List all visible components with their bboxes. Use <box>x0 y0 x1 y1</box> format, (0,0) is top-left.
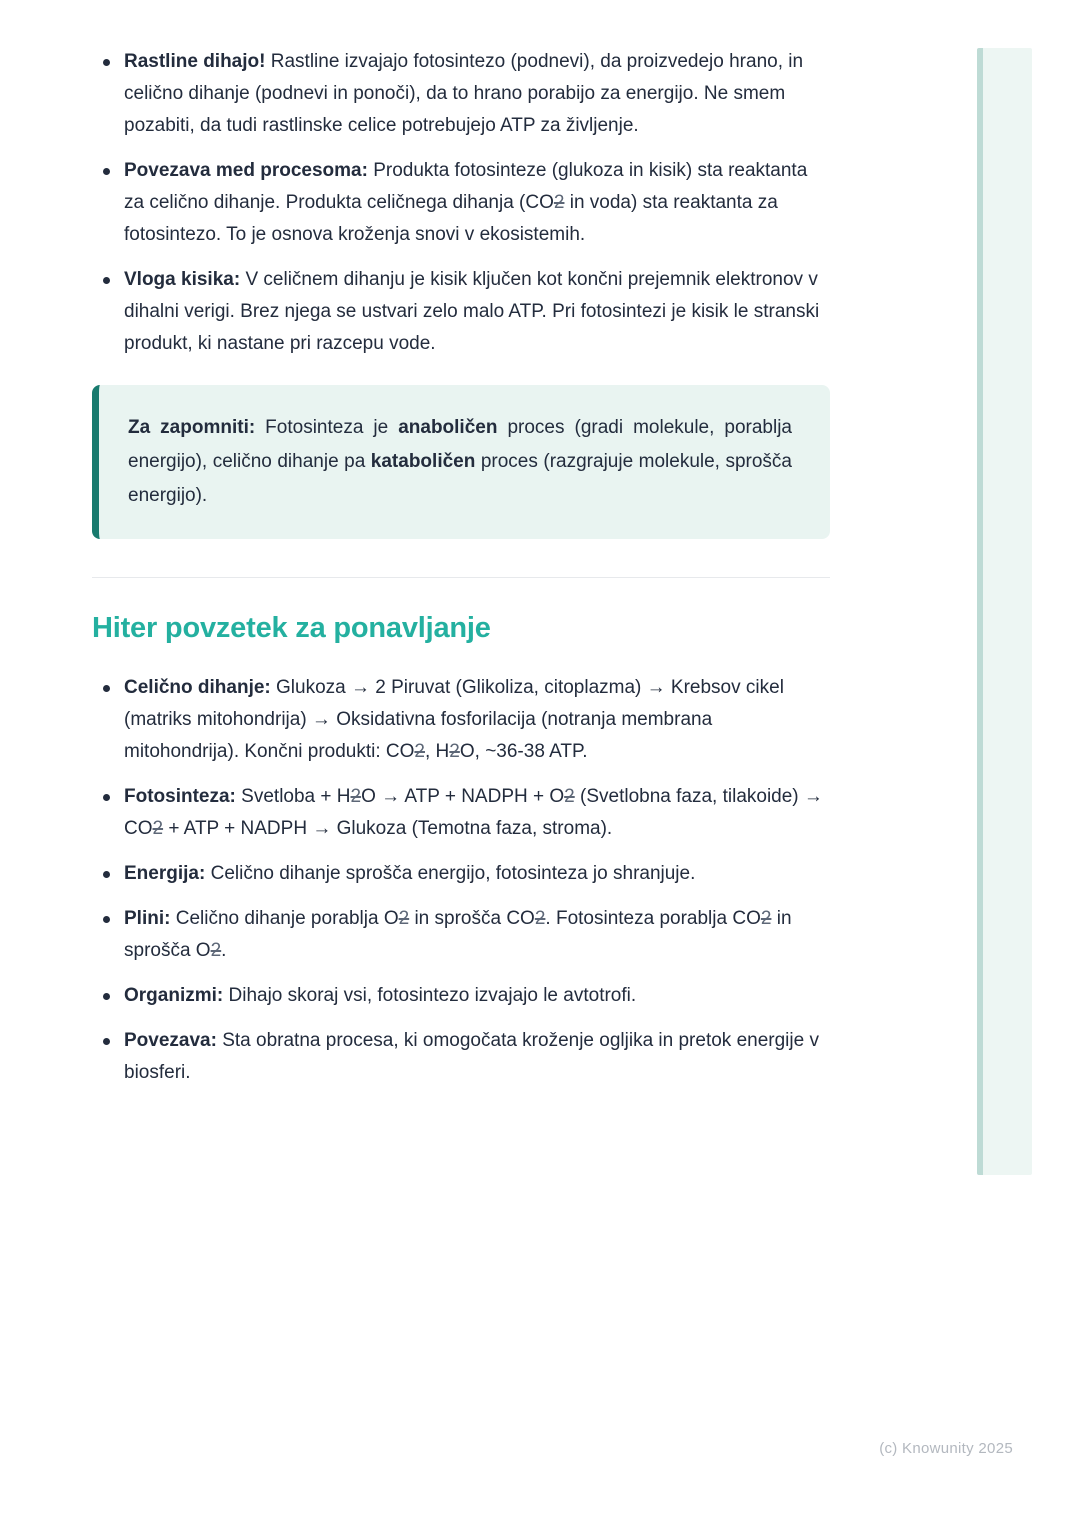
section-heading: Hiter povzetek za ponavljanje <box>92 612 491 644</box>
list-item <box>92 264 830 360</box>
copyright-footer: (c) Knowunity 2025 <box>879 1440 1013 1457</box>
list-item-text: Rastline dihajo! Rastline izvajajo fotosintezo (podnevi), da proizvedejo hrano, in celično dihanje (podnevi in ponoči), da to hrano porabijo za energijo. Ne smem pozabiti, da tudi rastlinske celice potrebujejo ATP za življenje. <box>124 51 804 136</box>
list-item-text: Vloga kisika: V celičnem dihanju je kisik ključen kot končni prejemnik elektronov v dihalni verigi. Brez njega se ustvari zelo malo ATP. Pri fotosintezi je kisik le stranski produkt, ki nastane pri razcepu vode. <box>124 269 820 354</box>
bullet-dot-icon <box>103 871 110 878</box>
list-item <box>92 1025 830 1089</box>
bullet-dot-icon <box>103 277 110 284</box>
list-item-text: Organizmi: Dihajo skoraj vsi, fotosintezo izvajajo le avtotrofi. <box>124 985 637 1006</box>
list-item <box>92 781 830 845</box>
bullet-dot-icon <box>103 993 110 1000</box>
notes-content <box>92 46 830 1102</box>
list-item <box>92 46 830 142</box>
bullet-dot-icon <box>103 916 110 923</box>
bullet-dot-icon <box>103 168 110 175</box>
list-item-text: Energija: Celično dihanje sprošča energijo, fotosinteza jo shranjuje. <box>124 863 696 884</box>
list-item-text: Fotosinteza: Svetloba + H2O → ATP + NADPH + O2 (Svetlobna faza, tilakoide) → CO2 + ATP + NADPH → Glukoza (Temotna faza, stroma). <box>124 786 823 839</box>
list-item <box>92 903 830 967</box>
list-item <box>92 858 830 890</box>
callout-text: Za zapomniti: Fotosinteza je anaboličen proces (gradi molekule, porablja energijo), celično dihanje pa kataboličen proces (razgrajuje molekule, sprošča energijo). <box>128 417 792 506</box>
list-item-text: Povezava med procesoma: Produkta fotosinteze (glukoza in kisik) sta reaktanta za celično dihanje. Produkta celičnega dihanja (CO2 in voda) sta reaktanta za fotosintezo. To je osnova kroženja snovi v ekosistemih. <box>124 160 808 245</box>
section-divider <box>92 577 830 578</box>
list-item-text: Celično dihanje: Glukoza → 2 Piruvat (Glikoliza, citoplazma) → Krebsov cikel (matriks mitohondrija) → Oksidativna fosforilacija (notranja membrana mitohondrija). Končni produkti: CO2, H2O, ~36-38 ATP. <box>124 677 784 762</box>
bullet-dot-icon <box>103 794 110 801</box>
bullet-dot-icon <box>103 59 110 66</box>
page-edge-stripe <box>977 48 1032 1175</box>
list-item-text: Plini: Celično dihanje porablja O2 in sprošča CO2. Fotosinteza porablja CO2 in sprošča O2. <box>124 908 792 961</box>
list-item <box>92 980 830 1012</box>
intro-bullet-list <box>92 46 830 360</box>
bullet-dot-icon <box>103 685 110 692</box>
list-item <box>92 155 830 251</box>
callout-note <box>92 385 830 539</box>
list-item <box>92 672 830 768</box>
bullet-dot-icon <box>103 1038 110 1045</box>
list-item-text: Povezava: Sta obratna procesa, ki omogočata kroženje ogljika in pretok energije v biosferi. <box>124 1030 819 1083</box>
summary-bullet-list <box>92 672 830 1089</box>
